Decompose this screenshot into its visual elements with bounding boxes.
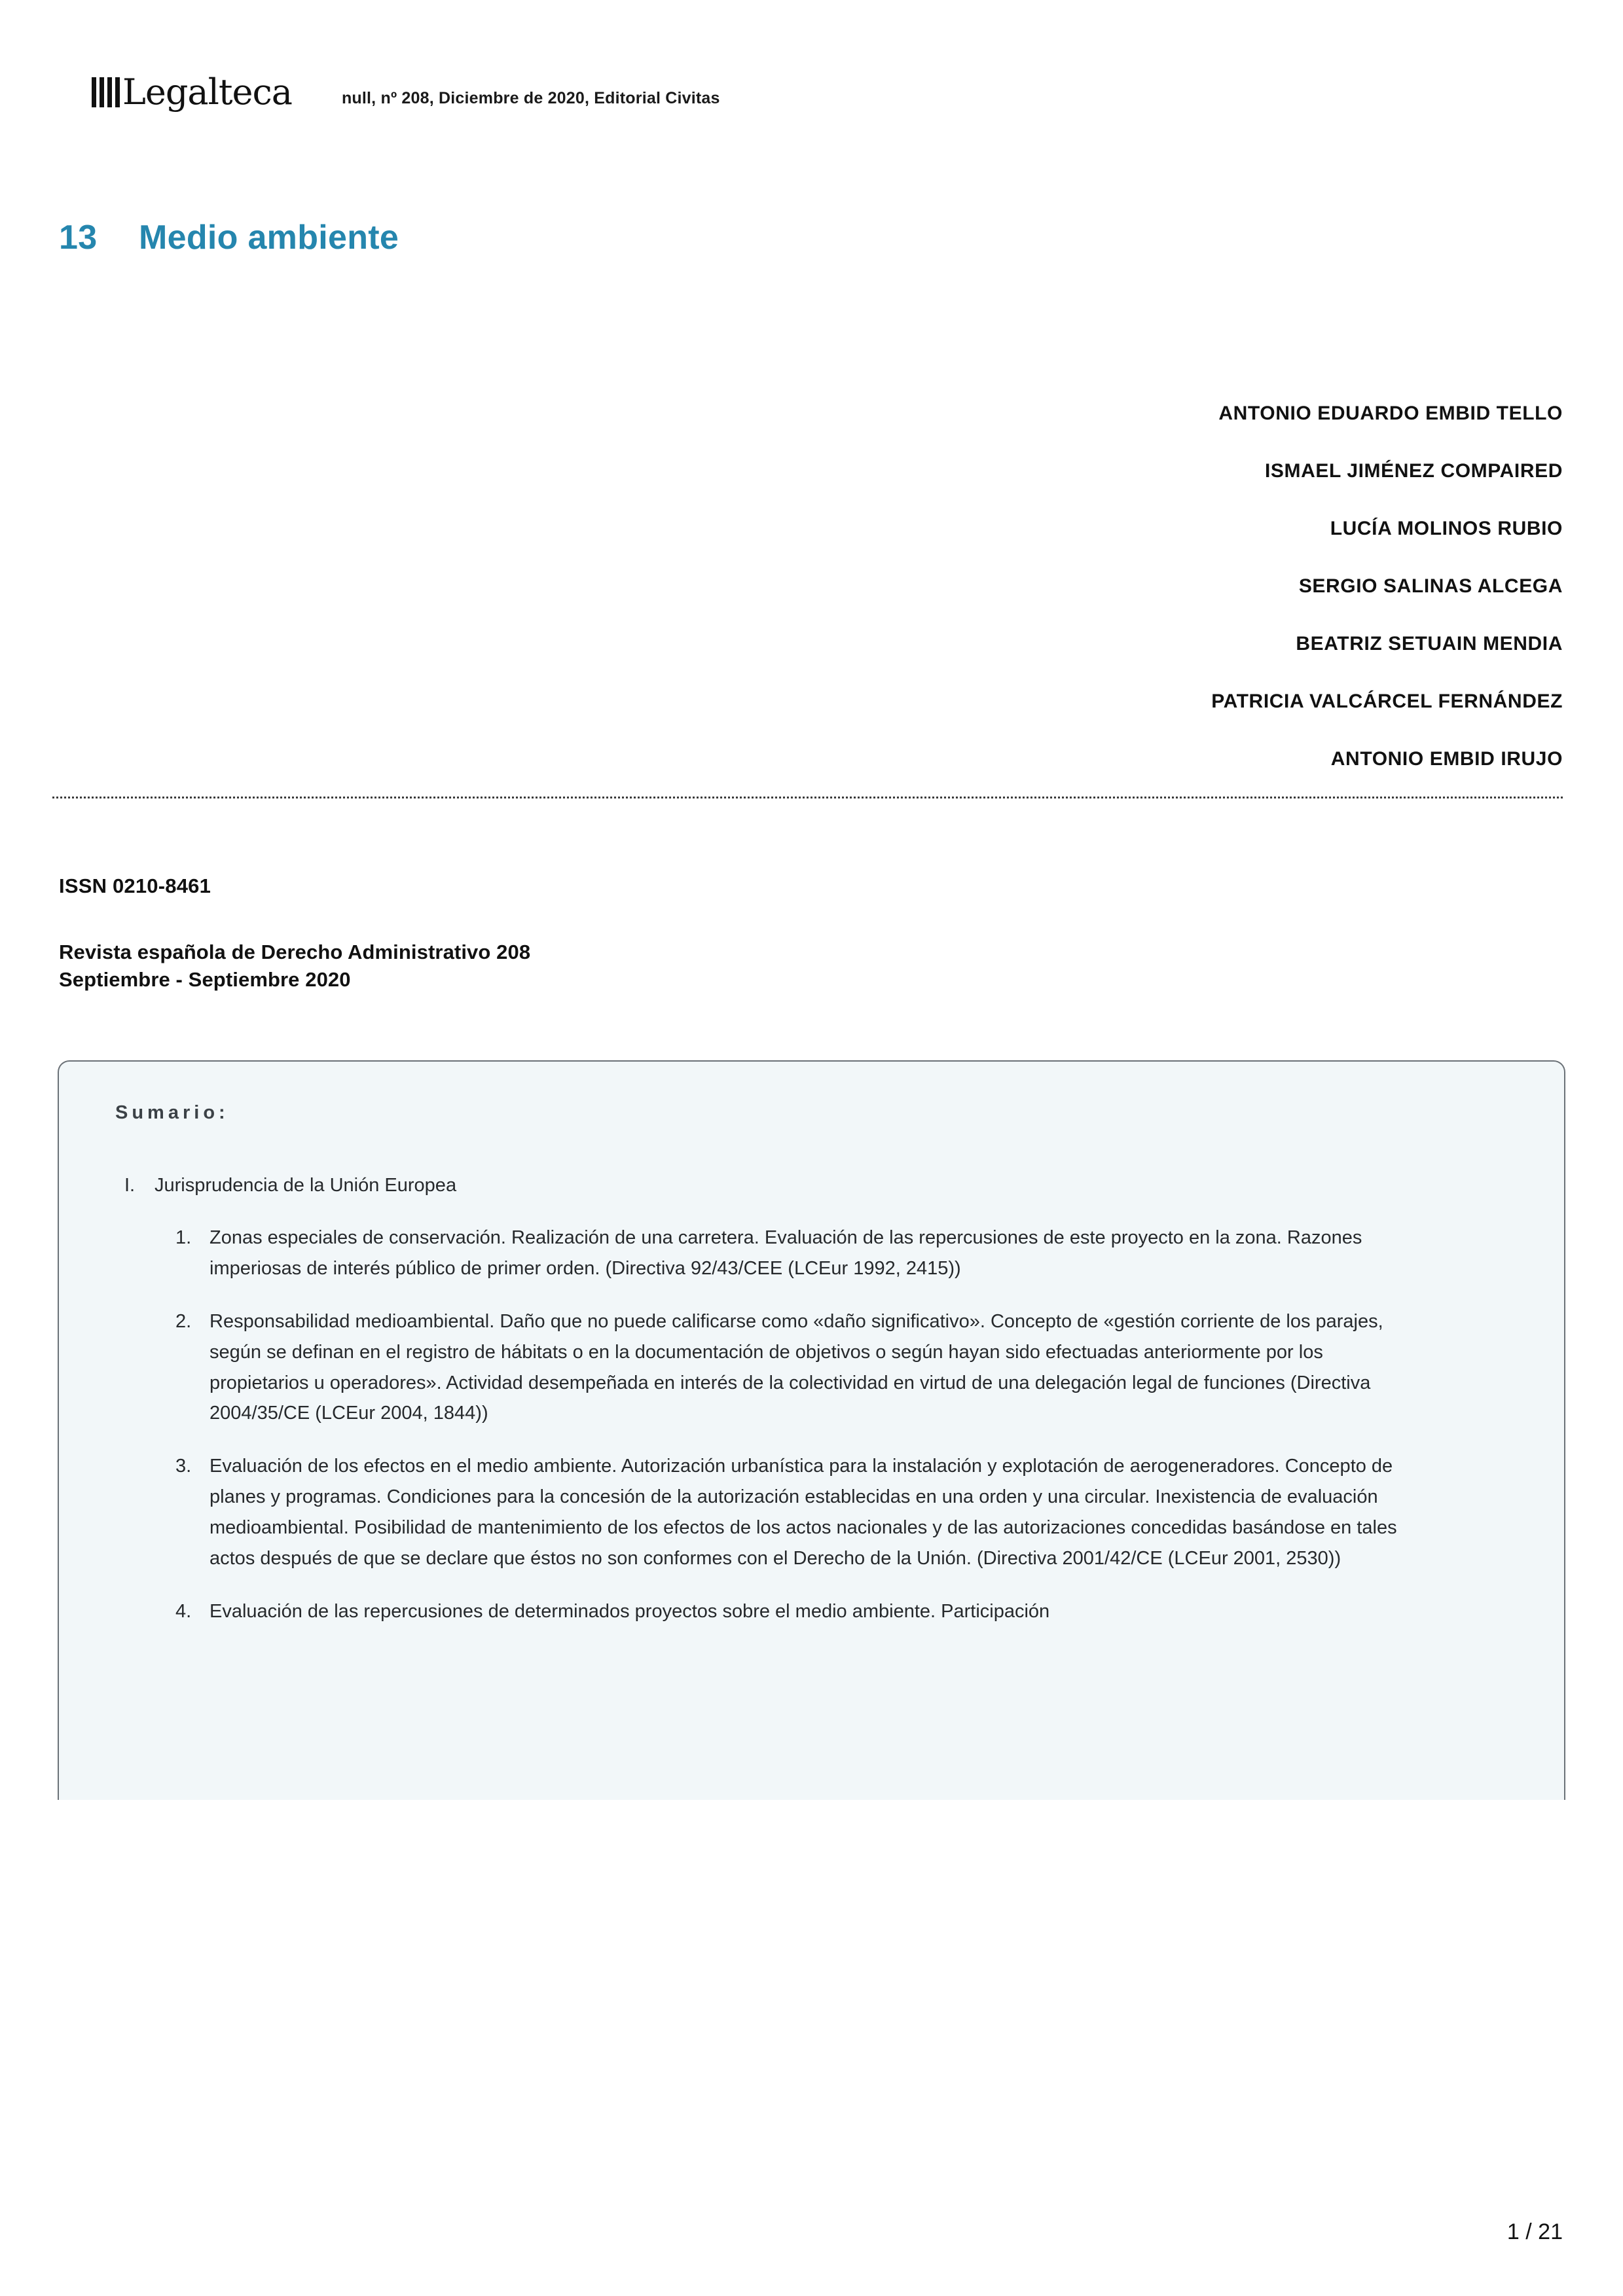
toc-entry-text: Responsabilidad medioambiental. Daño que no puede calificarse como «daño significativo». Concepto de «gestión corriente de los parajes, según se definan en el registro de hábitats o en la documentación de objetivos o según hayan sido efectuadas anteriormente por los propietarios u operadores». Actividad desempeñada en interés de la colectividad en virtud de una delegación legal de funciones (Directiva 2004/35/CE (LCEur 2004, 1844)) — [210, 1310, 1383, 1424]
toc-section-marker: I. — [124, 1174, 136, 1196]
logo-bars-icon — [92, 77, 120, 107]
sumario-card — [58, 1060, 1565, 1800]
logo-wordmark: Legalteca — [122, 71, 292, 113]
toc-entry-text: Evaluación de las repercusiones de determinados proyectos sobre el medio ambiente. Participación — [210, 1601, 1050, 1623]
toc-list — [105, 1223, 1518, 1628]
journal-reference — [59, 939, 1571, 994]
author-name: ANTONIO EMBID IRUJO — [1330, 748, 1563, 770]
author-name: ISMAEL JIMÉNEZ COMPAIRED — [1265, 460, 1563, 482]
header-issue-meta: null, nº 208, Diciembre de 2020, Editorial Civitas — [341, 89, 720, 107]
toc-entry-marker: 1. — [175, 1227, 192, 1248]
toc-entry[interactable] — [105, 1596, 1518, 1627]
sumario-heading: Sumario: — [115, 1102, 229, 1123]
chapter-heading — [52, 218, 1571, 257]
publication-info — [52, 874, 1571, 994]
toc-section-label: Jurisprudencia de la Unión Europea — [155, 1174, 457, 1196]
document-header — [52, 0, 1571, 112]
toc-entry[interactable] — [105, 1306, 1518, 1429]
journal-title-line: Revista española de Derecho Administrativo 208 — [59, 941, 531, 963]
author-name: LUCÍA MOLINOS RUBIO — [1330, 518, 1563, 539]
toc-entry[interactable] — [105, 1451, 1518, 1574]
chapter-number: 13 — [59, 219, 98, 257]
author-name: SERGIO SALINAS ALCEGA — [1298, 575, 1563, 597]
issn-value: ISSN 0210-8461 — [59, 874, 211, 897]
author-list — [52, 386, 1571, 798]
author-name: ANTONIO EDUARDO EMBID TELLO — [1218, 403, 1563, 424]
toc-entry-marker: 3. — [175, 1456, 192, 1477]
toc-entry-marker: 2. — [175, 1310, 192, 1332]
page-number: 1 / 21 — [1506, 2219, 1563, 2244]
author-name: PATRICIA VALCÁRCEL FERNÁNDEZ — [1211, 691, 1563, 712]
toc-section — [105, 1171, 1518, 1200]
dotted-divider — [52, 797, 1563, 798]
toc-entry[interactable] — [105, 1223, 1518, 1284]
toc-entry-marker: 4. — [175, 1601, 192, 1623]
journal-date-line: Septiembre - Septiembre 2020 — [59, 967, 351, 991]
author-name: BEATRIZ SETUAIN MENDIA — [1296, 633, 1563, 655]
page-title: Medio ambiente — [139, 219, 399, 257]
toc-entry-text: Zonas especiales de conservación. Realización de una carretera. Evaluación de las repercusiones de este proyecto en la zona. Razones imperiosas de interés público de primer orden. (Directiva 92/43/CEE (LCEur 1992, 2415)) — [210, 1227, 1362, 1279]
toc-entry-text: Evaluación de los efectos en el medio ambiente. Autorización urbanística para la instalación y explotación de aerogeneradores. Concepto de planes y programas. Condiciones para la concesión de la autorización establecidas en una orden y una circular. Inexistencia de evaluación medioambiental. Posibilidad de mantenimiento de los efectos de los actos nacionales y de las autorizaciones concedidas basándose en tales actos después de que se declare que éstos no son conformes con el Derecho de la Unión. (Directiva 2001/42/CE (LCEur 2001, 2530)) — [210, 1456, 1397, 1570]
legalteca-logo — [92, 71, 292, 113]
